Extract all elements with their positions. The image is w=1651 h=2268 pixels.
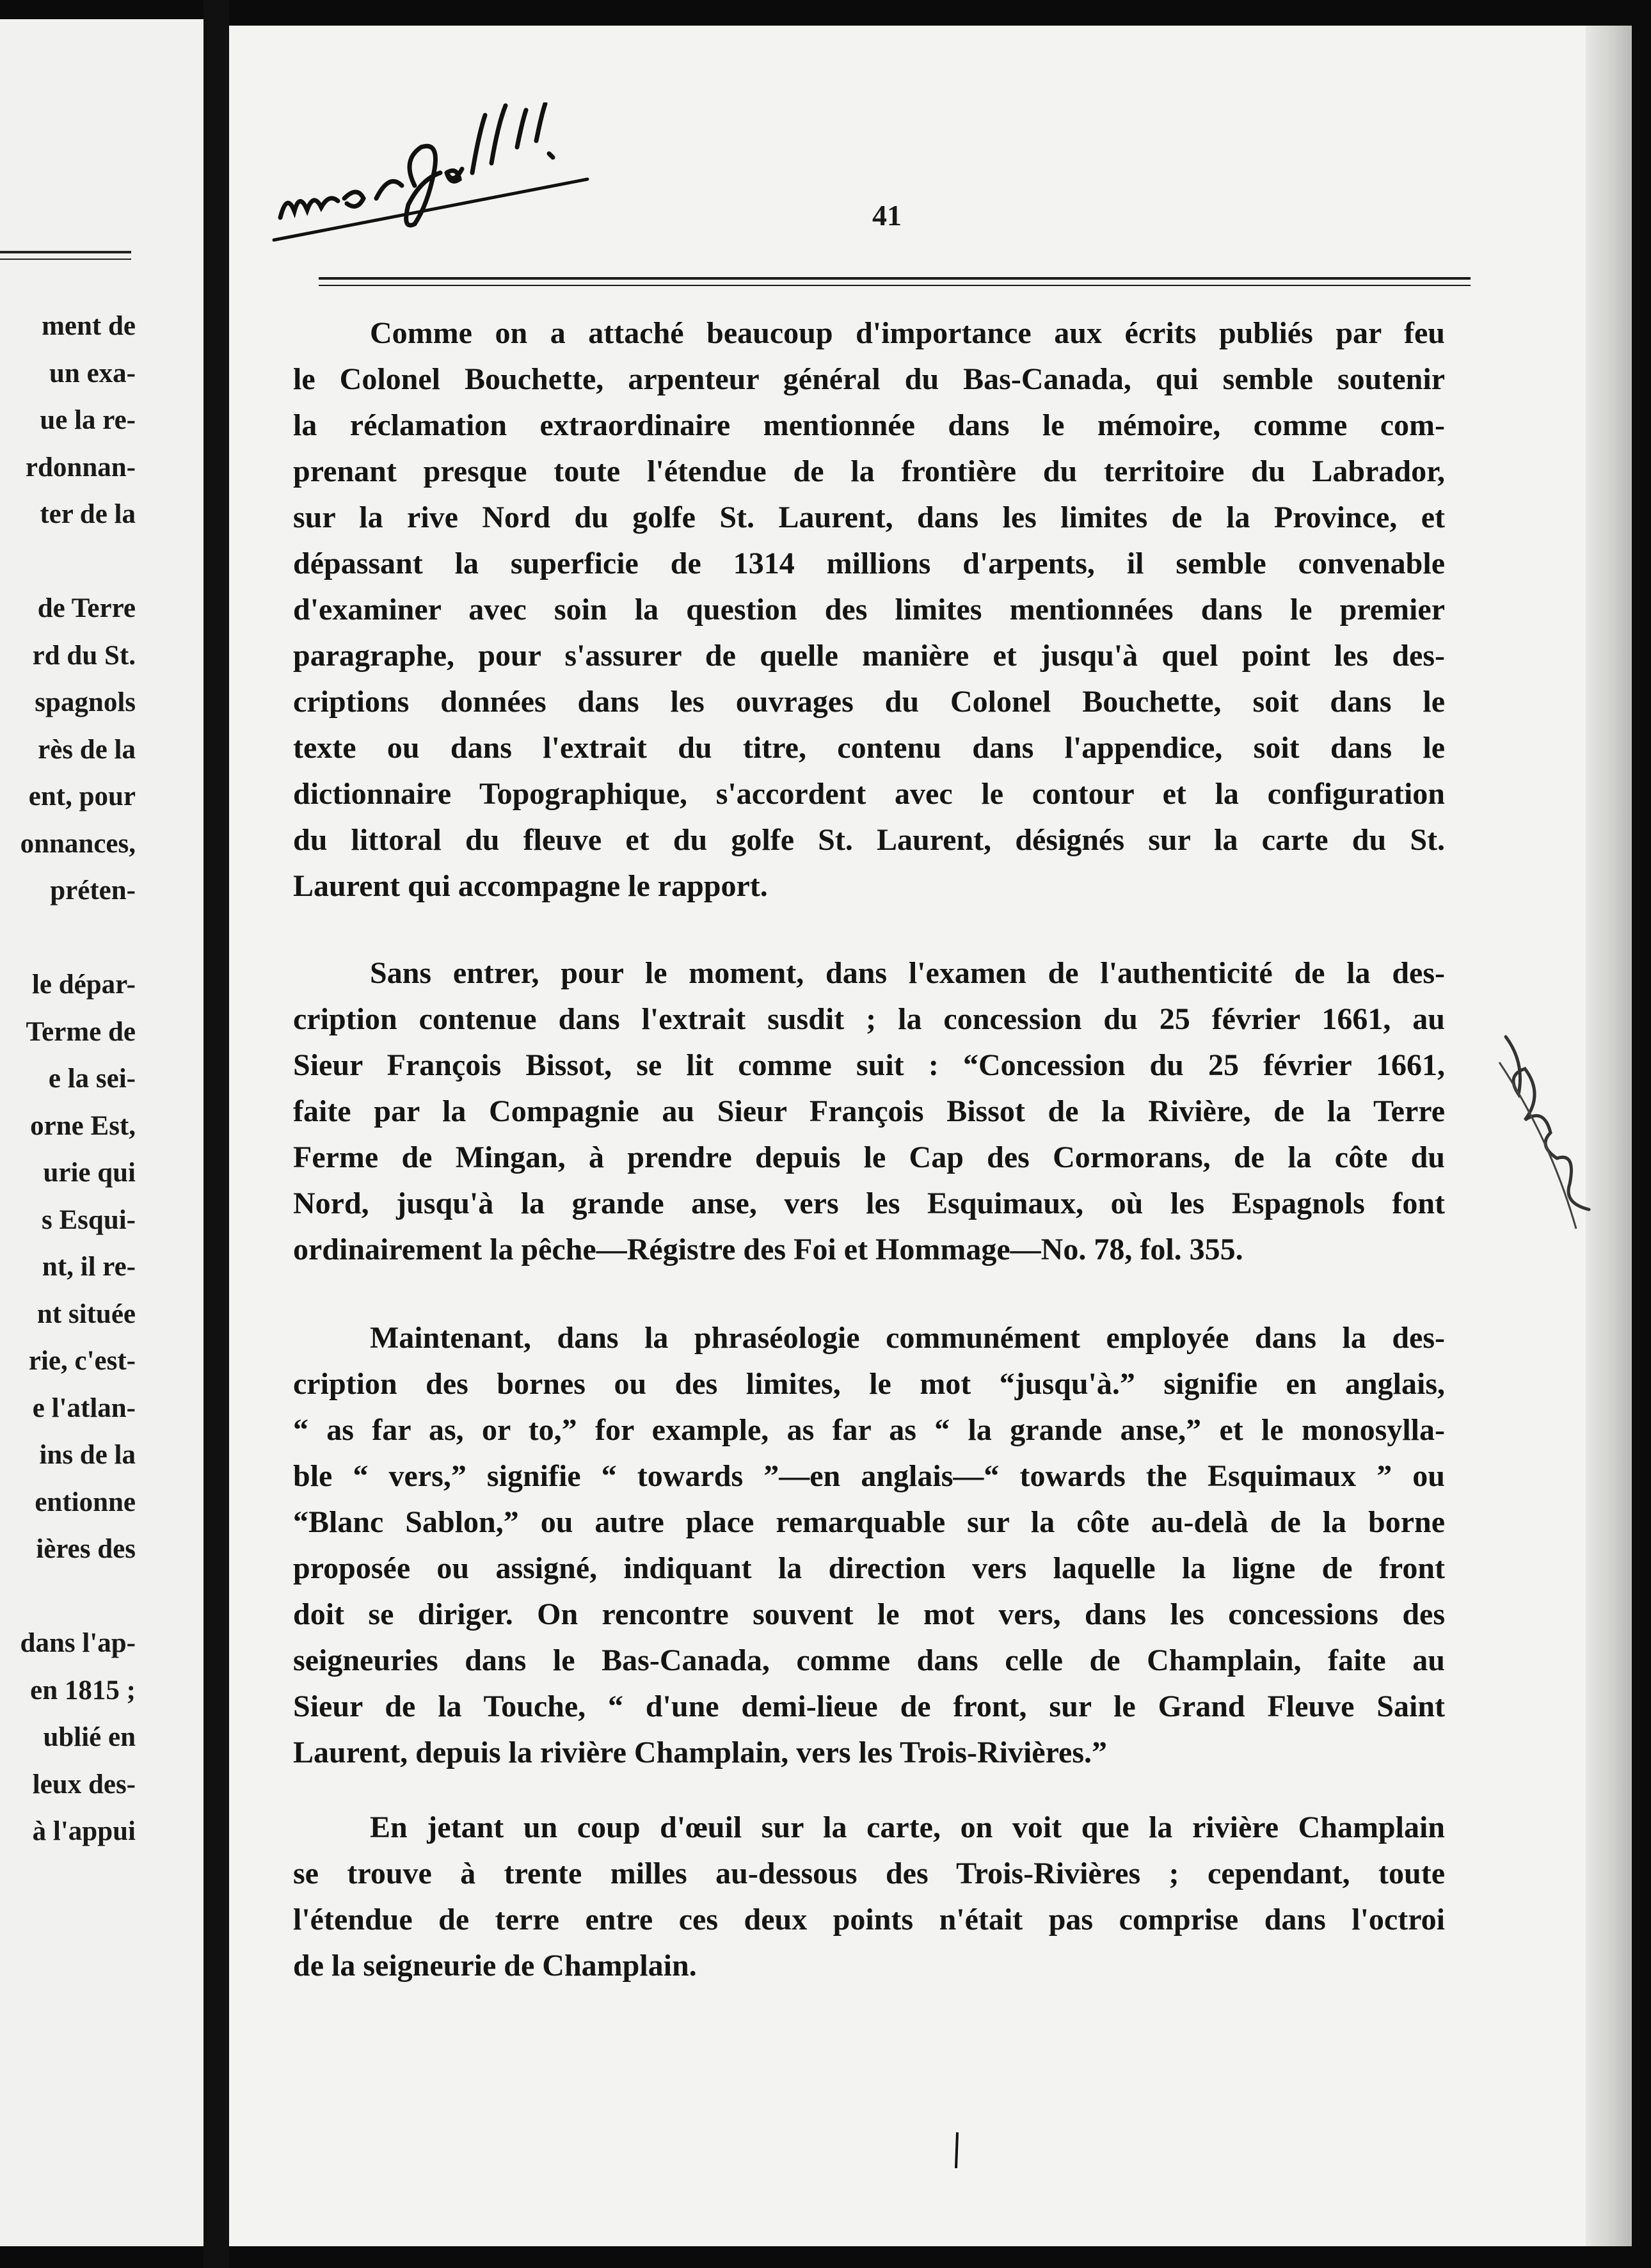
left-page-line: un exa-: [49, 358, 136, 388]
paragraph-4-line: de la seigneurie de Champlain.: [293, 1949, 697, 1983]
handwritten-signature: [267, 102, 600, 250]
left-header-rule: [0, 251, 131, 253]
left-page-line: ent, pour: [28, 781, 136, 811]
paragraph-1-line: dictionnaire Topographique, s'accordent avec le contour et la configuration: [293, 777, 1445, 811]
left-page-line: Terme de: [26, 1016, 136, 1047]
paragraph-3-line: Sieur de la Touche, “ d'une demi-lieue de front, sur le Grand Fleuve Saint: [293, 1689, 1445, 1723]
paragraph-1-line: dépassant la superficie de 1314 millions d'arpents, il semble convenable: [293, 547, 1445, 580]
left-facing-page: [0, 19, 203, 2246]
left-page-line: de Terre: [37, 593, 136, 623]
paragraph-1-line: criptions données dans les ouvrages du Colonel Bouchette, soit dans le: [293, 685, 1445, 719]
page-number: 41: [872, 199, 902, 232]
left-page-line: à l'appui: [32, 1816, 136, 1846]
left-page-line: ue la re-: [40, 405, 136, 435]
left-page-line: préten-: [50, 875, 136, 906]
paragraph-3-line: “Blanc Sablon,” ou autre place remarquable sur la côte au-delà de la borne: [293, 1505, 1445, 1539]
left-page-line: ment de: [42, 311, 136, 341]
paragraph-1-line: texte ou dans l'extrait du titre, contenu dans l'appendice, soit dans le: [293, 731, 1445, 765]
left-page-line: dans l'ap-: [20, 1628, 136, 1658]
paragraph-1-line: la réclamation extraordinaire mentionnée dans le mémoire, comme com-: [293, 408, 1445, 442]
paragraph-2-line: faite par la Compagnie au Sieur François Bissot de la Rivière, de la Terre: [293, 1094, 1445, 1128]
left-page-line: urie qui: [43, 1158, 136, 1188]
left-page-line: rd du St.: [32, 640, 136, 671]
paragraph-4-line: En jetant un coup d'œuil sur la carte, on voit que la rivière Champlain: [370, 1810, 1445, 1844]
paragraph-4-line: se trouve à trente milles au-dessous des Trois-Rivières ; cependant, toute: [293, 1857, 1445, 1890]
left-page-line: en 1815 ;: [30, 1675, 136, 1705]
left-page-line: leux des-: [32, 1769, 136, 1800]
left-header-rule-thin: [0, 259, 131, 260]
paragraph-2-line: cription contenue dans l'extrait susdit ; la concession du 25 février 1661, au: [293, 1002, 1445, 1036]
paragraph-2-line: Sieur François Bissot, se lit comme suit : “Concession du 25 février 1661,: [293, 1048, 1445, 1082]
left-page-line: rie, c'est-: [28, 1346, 136, 1376]
paragraph-2-line: Ferme de Mingan, à prendre depuis le Cap des Cormorans, de la côte du: [293, 1140, 1445, 1174]
pencil-mark: [952, 2131, 961, 2169]
left-page-line: e la sei-: [48, 1064, 136, 1094]
paragraph-1-line: d'examiner avec soin la question des limites mentionnées dans le premier: [293, 593, 1445, 627]
book-gutter: [203, 0, 229, 2268]
paragraph-2-line: ordinairement la pêche—Régistre des Foi et Hommage—No. 78, fol. 355.: [293, 1233, 1243, 1266]
paragraph-1-line: Comme on a attaché beaucoup d'importance aux écrits publiés par feu: [370, 316, 1445, 350]
left-page-line: ter de la: [40, 499, 136, 529]
paragraph-3-line: “ as far as, or to,” for example, as far as “ la grande anse,” et le monosylla-: [293, 1413, 1445, 1447]
left-page-line: le dépar-: [31, 970, 136, 1000]
left-page-line: ières des: [36, 1534, 136, 1564]
paragraph-1-line: du littoral du fleuve et du golfe St. Laurent, désignés sur la carte du St.: [293, 823, 1445, 857]
left-page-line: ublié en: [43, 1722, 136, 1752]
paragraph-1-line: le Colonel Bouchette, arpenteur général du Bas-Canada, qui semble soutenir: [293, 362, 1445, 396]
paragraph-3-line: cription des bornes ou des limites, le mot “jusqu'à.” signifie en anglais,: [293, 1367, 1445, 1401]
paragraph-2-line: Sans entrer, pour le moment, dans l'examen de l'authenticité de la des-: [370, 956, 1445, 990]
header-rule: [319, 277, 1471, 280]
left-page-line: rdonnan-: [25, 452, 136, 483]
left-page-line: s Esqui-: [42, 1204, 136, 1235]
paragraph-1-line: prenant presque toute l'étendue de la frontière du territoire du Labrador,: [293, 454, 1445, 488]
handwritten-margin-note: [1480, 1024, 1634, 1235]
paragraph-3-line: ble “ vers,” signifie “ towards ”—en anglais—“ towards the Esquimaux ” ou: [293, 1459, 1445, 1493]
paragraph-3-line: Laurent, depuis la rivière Champlain, vers les Trois-Rivières.”: [293, 1736, 1107, 1769]
left-page-line: nt, il re-: [42, 1252, 136, 1282]
left-page-line: onnances,: [20, 828, 136, 859]
header-rule-thin: [319, 285, 1471, 286]
paragraph-1-line: paragraphe, pour s'assurer de quelle manière et jusqu'à quel point les des-: [293, 639, 1445, 673]
main-page: [229, 26, 1632, 2246]
paragraph-1-line: Laurent qui accompagne le rapport.: [293, 869, 768, 903]
left-page-line: orne Est,: [30, 1110, 136, 1141]
left-page-line: e l'atlan-: [32, 1393, 136, 1423]
paragraph-1-line: sur la rive Nord du golfe St. Laurent, dans les limites de la Province, et: [293, 500, 1445, 534]
left-page-line: entionne: [35, 1487, 136, 1517]
left-page-line: spagnols: [35, 687, 136, 717]
left-page-line: rès de la: [38, 734, 136, 765]
paragraph-3-line: Maintenant, dans la phraséologie communément employée dans la des-: [370, 1321, 1445, 1355]
paragraph-3-line: seigneuries dans le Bas-Canada, comme dans celle de Champlain, faite au: [293, 1643, 1445, 1677]
paragraph-4-line: l'étendue de terre entre ces deux points n'était pas comprise dans l'octroi: [293, 1903, 1445, 1937]
paragraph-3-line: proposée ou assigné, indiquant la direction vers laquelle la ligne de front: [293, 1551, 1445, 1585]
paragraph-3-line: doit se diriger. On rencontre souvent le mot vers, dans les concessions des: [293, 1597, 1445, 1631]
left-page-line: ins de la: [39, 1440, 136, 1470]
left-page-line: nt située: [36, 1298, 136, 1329]
paragraph-2-line: Nord, jusqu'à la grande anse, vers les Esquimaux, où les Espagnols font: [293, 1186, 1445, 1220]
